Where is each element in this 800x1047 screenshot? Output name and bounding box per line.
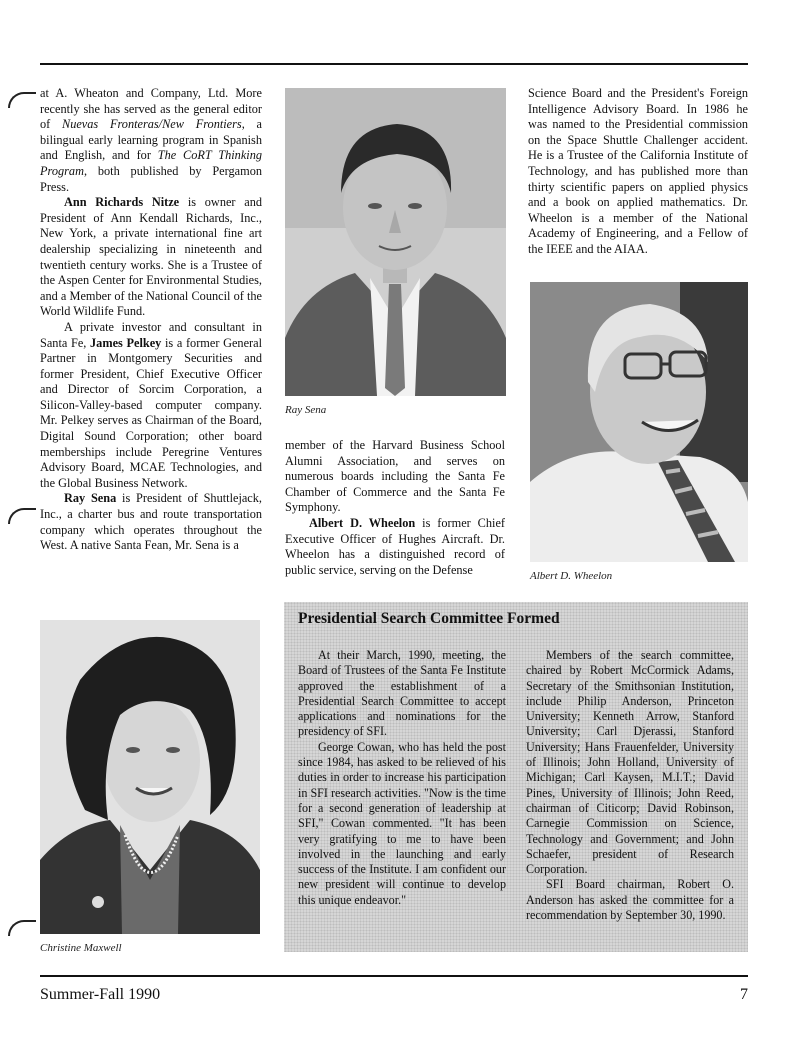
photo-ray-sena	[285, 88, 506, 396]
bottom-rule	[40, 975, 748, 977]
footer-page-number: 7	[740, 986, 748, 1003]
caption-albert-wheelon: Albert D. Wheelon	[530, 570, 613, 582]
binding-mark-bottom	[8, 920, 36, 936]
right-column	[528, 86, 748, 258]
box-left-paragraph-2: George Cowan, who has held the post since 1984, has asked to be relieved of his duties in order to increase his participation in SFI research activities. "Now is the time for a second generation of leadership at SFI," Cowan commented. "It has been very gratifying to me to have been involved in the launching and early success of the Institute. I am confident our new president will continue to develop this unique endeavor."	[298, 739, 506, 907]
caption-christine-maxwell: Christine Maxwell	[40, 942, 122, 954]
middle-paragraph-1: member of the Harvard Business School Alumni Association, and serves on numerous boards including the Santa Fe Chamber of Commerce and the Santa Fe Symphony.	[285, 438, 505, 515]
left-column	[40, 86, 262, 554]
left-paragraph-nitze: Ann Richards Nitze is owner and President of Ann Kendall Richards, Inc., New York, a private international fine art dealership specializing in nineteenth and twentieth century works. She is a Trustee of the Aspen Center for Environmental Studies, and a Member of the National Council of the World Wildlife Fund.	[40, 195, 262, 319]
binding-mark-middle	[8, 508, 36, 524]
middle-paragraph-wheelon: Albert D. Wheelon is former Chief Executive Officer of Hughes Aircraft. Dr. Wheelon has a distinguished record of public service, serving on the Defense	[285, 515, 506, 577]
box-left-column	[298, 648, 506, 908]
box-left-paragraph-1: At their March, 1990, meeting, the Board of Trustees of the Santa Fe Institute approved the establishment of a Presidential Search Committee to accept applications and nominations for the presidency of SFI.	[298, 648, 506, 739]
left-paragraph-sena: Ray Sena is President of Shuttlejack, Inc., a charter bus and route transportation company which operates throughout the West. A native Santa Fean, Mr. Sena is a	[40, 491, 262, 553]
search-committee-box	[284, 602, 748, 952]
top-rule	[40, 63, 748, 65]
middle-column	[285, 438, 505, 578]
photo-christine-maxwell	[40, 620, 260, 934]
footer-issue: Summer-Fall 1990	[40, 986, 161, 1003]
binding-mark-top	[8, 92, 36, 108]
photo-albert-wheelon	[530, 282, 748, 562]
box-right-paragraph-2: SFI Board chairman, Robert O. Anderson has asked the committee for a recommendation by September 30, 1990.	[526, 877, 734, 923]
box-right-column	[526, 648, 734, 923]
box-title: Presidential Search Committee Formed	[298, 610, 560, 627]
caption-ray-sena: Ray Sena	[285, 404, 327, 416]
right-paragraph-1: Science Board and the President's Foreign Intelligence Advisory Board. In 1986 he was named to the Presidential commission on the Space Shuttle Challenger accident. He is a Trustee of the California Institute of Technology, and has published more than thirty scientific papers on applied physics and a book on applied mathematics. Dr. Wheelon is a member of the National Academy of Engineering, and a Fellow of the IEEE and the AIAA.	[528, 86, 748, 256]
left-paragraph-pelkey: A private investor and consultant in Santa Fe, James Pelkey is a former General Partner in Montgomery Securities and former President, Chief Executive Officer and Director of Sorcim Corporation, a Silicon-Valley-based computer company. Mr. Pelkey serves as Chairman of the Board, Digital Sound Corporation; other board memberships include Peregrine Ventures Advisory Board, MCAE Technologies, and the Global Business Network.	[40, 319, 262, 490]
left-paragraph-1: at A. Wheaton and Company, Ltd. More recently she has served as the general editor of Nuevas Fronteras/New Frontiers, a bilingual early learning program in Spanish and English, and for The CoRT Thinking Program, both published by Pergamon Press.	[40, 86, 263, 194]
box-right-paragraph-1: Members of the search committee, chaired by Robert McCormick Adams, Secretary of the Smithsonian Institution, include Philip Anderson, Princeton University; Kenneth Arrow, Stanford University; Carl Djerassi, Stanford University; Hans Frauenfelder, University of Illinois; John Holland, University of Michigan; Carl Kaysen, M.I.T.; David Pines, University of Illinois; John Reed, chairman of Citicorp; David Robinson, Carnegie Commission on Science, Technology and Government; and John Schaefer, president of Research Corporation.	[526, 648, 734, 877]
